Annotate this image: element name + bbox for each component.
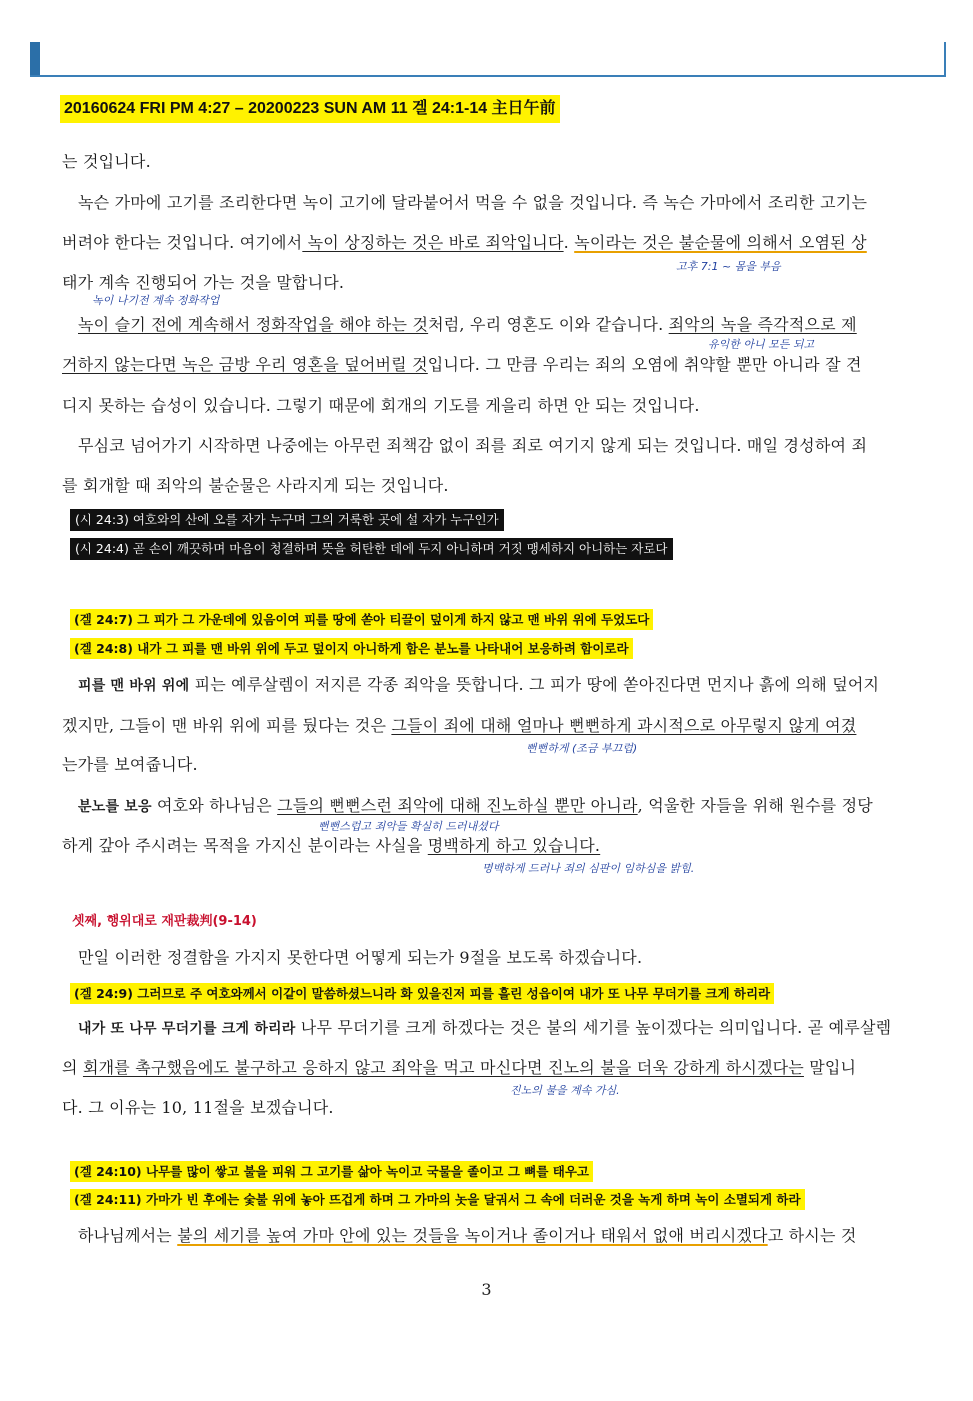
handwritten-note: 뻔뻔스럽고 죄악들 확실히 드러내셨다 bbox=[318, 820, 499, 833]
verse-psalm-24-4: (시 24:4) 곧 손이 깨끗하며 마음이 청결하며 뜻을 허탄한 데에 두지 아니하며 거짓 맹세하지 아니하는 자로다 bbox=[70, 538, 673, 560]
paragraph-line: 태가 계속 진행되어 가는 것을 말합니다. bbox=[62, 273, 345, 292]
paragraph-line: 를 회개할 때 죄악의 불순물은 사라지게 되는 것입니다. bbox=[62, 476, 449, 495]
verse-ezekiel-24-7: (겔 24:7) 그 피가 그 가운데에 있음이여 피를 땅에 쏟아 티끌이 덮이게 하지 않고 맨 바위 위에 두었도다 bbox=[70, 609, 653, 630]
header-rule-right bbox=[944, 42, 946, 77]
paragraph-line: 내가 또 나무 무더기를 크게 하리라 나무 무더기를 크게 하겠다는 것은 불의 세기를 높이겠다는 의미입니다. 곧 예루살렘 bbox=[78, 1018, 892, 1037]
handwritten-note: 녹이 나기전 계속 정화작업 bbox=[92, 294, 220, 307]
paragraph-line: 는가를 보여줍니다. bbox=[62, 755, 198, 774]
paragraph-line: 하나님께서는 불의 세기를 높여 가마 안에 있는 것들을 녹이거나 졸이거나 태워서 없애 버리시겠다고 하시는 것 bbox=[78, 1226, 857, 1245]
section-title: 셋째, 행위대로 재판裁判(9-14) bbox=[72, 914, 257, 929]
handwritten-note: 명백하게 드러나 죄의 심판이 임하심을 밝힘. bbox=[482, 862, 695, 875]
verse-ezekiel-24-11: (겔 24:11) 가마가 빈 후에는 숯불 위에 놓아 뜨겁게 하며 그 가마의 놋을 달궈서 그 속에 더러운 것을 녹게 하며 녹이 소멸되게 하라 bbox=[70, 1189, 805, 1210]
verse-ezekiel-24-9: (겔 24:9) 그러므로 주 여호와께서 이같이 말씀하셨느니라 화 있을진저 피를 흘린 성읍이여 내가 또 나무 무더기를 크게 하리라 bbox=[70, 983, 774, 1004]
verse-ezekiel-24-10: (겔 24:10) 나무를 많이 쌓고 불을 피워 그 고기를 삶아 녹이고 국물을 졸이고 그 뼈를 태우고 bbox=[70, 1161, 593, 1182]
paragraph-line: 분노를 보응 여호와 하나님은 그들의 뻔뻔스런 죄악에 대해 진노하실 뿐만 아니라, 억울한 자들을 위해 원수를 정당 bbox=[78, 796, 873, 815]
paragraph-line: 무심코 넘어가기 시작하면 나중에는 아무런 죄책감 없이 죄를 죄로 여기지 않게 되는 것입니다. 매일 경성하여 죄 bbox=[78, 436, 868, 455]
page-number: 3 bbox=[481, 1280, 492, 1299]
handwritten-note: 뻔뻔하게 (조금 부끄럽) bbox=[526, 742, 638, 755]
handwritten-note: 진노의 불을 계속 가심. bbox=[510, 1084, 620, 1097]
paragraph-line: 는 것입니다. bbox=[62, 152, 151, 171]
verse-ezekiel-24-8: (겔 24:8) 내가 그 피를 맨 바위 위에 두고 덮이지 아니하게 함은 분노를 나타내어 보응하려 함이로라 bbox=[70, 638, 633, 659]
paragraph-line: 피를 맨 바위 위에 피는 예루살렘이 저지른 각종 죄악을 뜻합니다. 그 피가 땅에 쏟아진다면 먼지나 흙에 의해 덮어지 bbox=[78, 675, 880, 694]
paragraph-line: 녹슨 가마에 고기를 조리한다면 녹이 고기에 달라붙어서 먹을 수 없을 것입니다. 즉 녹슨 가마에서 조리한 고기는 bbox=[78, 193, 868, 212]
paragraph-line: 거하지 않는다면 녹은 금방 우리 영혼을 덮어버릴 것입니다. 그 만큼 우리는 죄의 오염에 취약할 뿐만 아니라 잘 견 bbox=[62, 355, 862, 374]
paragraph-line: 겠지만, 그들이 맨 바위 위에 피를 뒀다는 것은 그들이 죄에 대해 얼마나 뻔뻔하게 과시적으로 아무렇지 않게 여겼 bbox=[62, 716, 857, 735]
paragraph-line: 하게 갚아 주시려는 목적을 가지신 분이라는 사실을 명백하게 하고 있습니다. bbox=[62, 836, 601, 855]
paragraph-line: 녹이 슬기 전에 계속해서 정화작업을 해야 하는 것처럼, 우리 영혼도 이와 같습니다. 죄악의 녹을 즉각적으로 제 bbox=[78, 315, 857, 334]
sermon-header: 20160624 FRI PM 4:27 – 20200223 SUN AM 11 겔 24:1-14 主日午前 bbox=[60, 95, 560, 123]
paragraph-line: 다. 그 이유는 10, 11절을 보겠습니다. bbox=[62, 1098, 334, 1117]
paragraph-line: 버려야 한다는 것입니다. 여기에서 녹이 상징하는 것은 바로 죄악입니다. 녹이라는 것은 불순물에 의해서 오염된 상 bbox=[62, 233, 867, 252]
verse-psalm-24-3: (시 24:3) 여호와의 산에 오를 자가 누구며 그의 거룩한 곳에 설 자가 누구인가 bbox=[70, 509, 504, 531]
paragraph-line: 디지 못하는 습성이 있습니다. 그렇기 때문에 회개의 기도를 게을리 하면 안 되는 것입니다. bbox=[62, 396, 700, 415]
header-accent-bar bbox=[30, 42, 40, 76]
paragraph-line: 만일 이러한 정결함을 가지지 못한다면 어떻게 되는가 9절을 보도록 하겠습니다. bbox=[78, 948, 643, 967]
handwritten-note: 고후 7:1 ~ 몸을 부음 bbox=[676, 260, 781, 273]
handwritten-note: 유익한 아니 모든 되고 bbox=[708, 338, 815, 351]
header-rule bbox=[30, 75, 946, 77]
paragraph-line: 의 회개를 촉구했음에도 불구하고 응하지 않고 죄악을 먹고 마신다면 진노의 불을 더욱 강하게 하시겠다는 말입니 bbox=[62, 1058, 857, 1077]
